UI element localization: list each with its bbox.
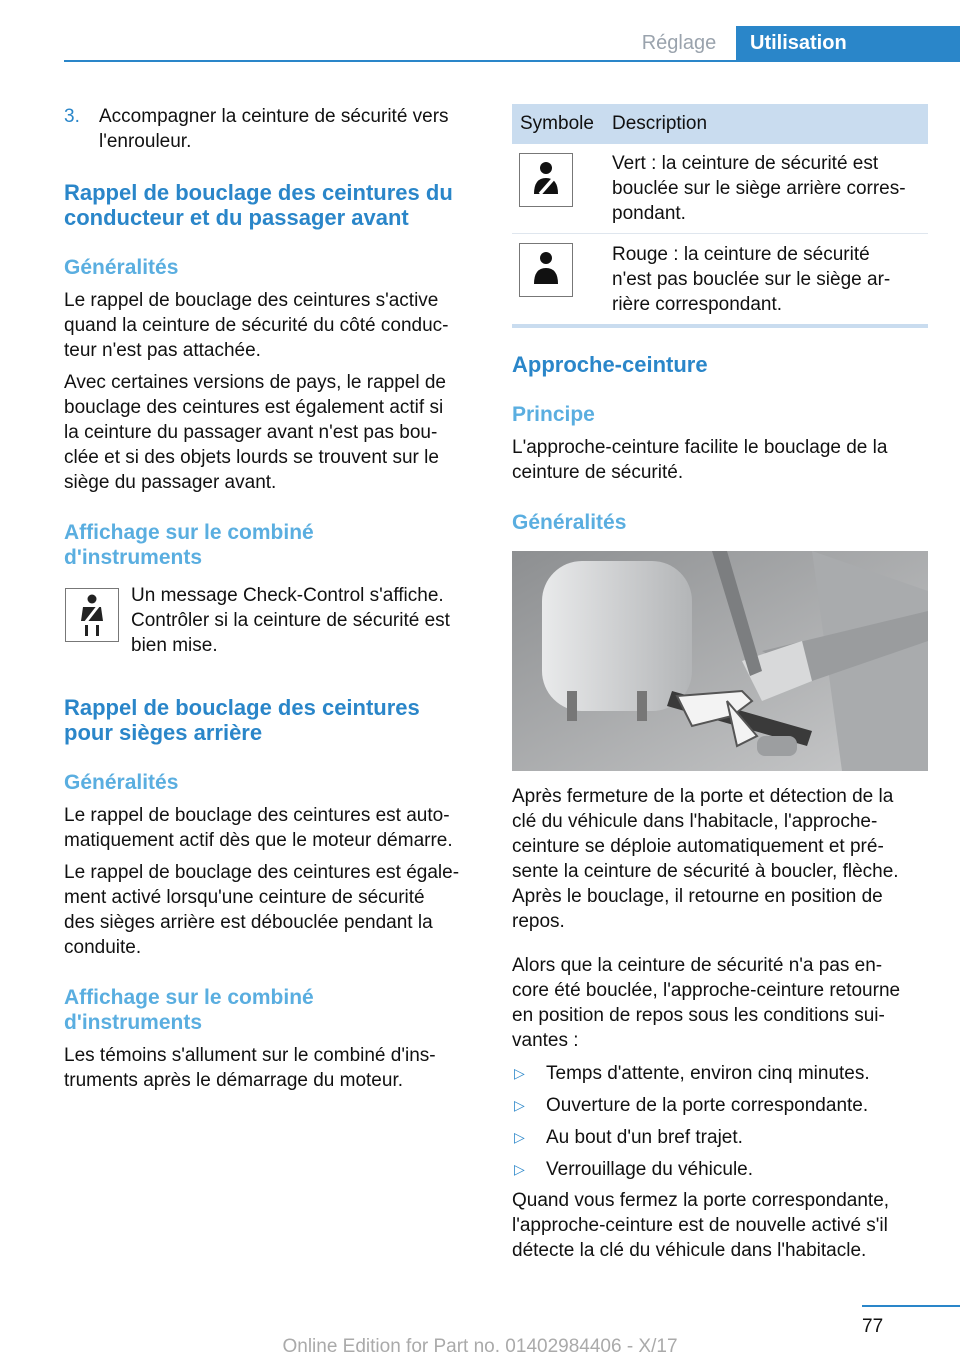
paragraph-principe [512,435,932,485]
heading-rappel-arriere-2: pour sièges arrière [64,720,263,745]
belt-presenter-photo [512,551,928,771]
paragraph-right-2 [512,953,932,1053]
header-rule [64,60,960,62]
text-line: L'approche-ceinture facilite le bouclage de la [512,437,888,458]
list-item [512,1093,932,1125]
text-line: ment activé lorsqu'une ceinture de sécurité [64,887,425,908]
text-line: l'approche-ceinture est de nouvelle activé s'il [512,1215,888,1236]
table-bottom-rule [512,324,928,328]
text-line: n'est pas bouclée sur le siège ar- [612,269,891,290]
text-line: truments après le démarrage du moteur. [64,1070,404,1091]
text-line: Avec certaines versions de pays, le rappel de [64,372,446,393]
heading-affichage-1: Affichage sur le combiné [64,521,314,544]
text-line: sente la ceinture de sécurité à boucler, flèche. [512,861,899,882]
list-item-text: Au bout d'un bref trajet. [546,1127,743,1148]
heading-approche-ceinture: Approche-ceinture [512,352,708,377]
text-line: clée et si des objets lourds se trouvent sur le [64,447,439,468]
table-row-2-description [612,242,928,317]
triangle-bullet-icon: ▷ [514,1129,525,1145]
text-line: Le rappel de bouclage des ceintures est égale- [64,862,460,883]
text-line: Un message Check-Control s'affiche. [131,585,444,606]
icon-description [131,583,481,658]
list-item [512,1125,932,1157]
column-header-description: Description [612,113,708,134]
text-line: Après le bouclage, il retourne en position de [512,886,883,907]
list-item [512,1061,932,1093]
text-line: rière correspondant. [612,294,783,315]
list-item [512,1157,932,1189]
triangle-bullet-icon: ▷ [514,1161,525,1177]
step-text-2: l'enrouleur. [99,131,192,152]
text-line: Les témoins s'allument sur le combiné d'ins- [64,1045,436,1066]
heading-rappel-arriere-1: Rappel de bouclage des ceintures [64,695,420,720]
text-line: quand la ceinture de sécurité du côté conduc- [64,315,449,336]
paragraph-5 [64,1043,484,1093]
text-line: clé du véhicule dans l'habitacle, l'approche- [512,811,878,832]
paragraph-4 [64,860,484,960]
footer-edition: Online Edition for Part no. 01402984406 - X/17 [282,1336,678,1357]
heading-generalites-2: Généralités [64,771,179,794]
text-line: bouclée sur le siège arrière corres- [612,178,906,199]
text-line: Vert : la ceinture de sécurité est [612,153,879,174]
paragraph-2 [64,370,484,495]
text-line: teur n'est pas attachée. [64,340,261,361]
column-header-symbole: Symbole [520,113,594,134]
heading-rappel-avant-2: conducteur et du passager avant [64,205,409,230]
text-line: Après fermeture de la porte et détection de la [512,786,894,807]
text-line: vantes : [512,1030,579,1051]
paragraph-1 [64,288,484,363]
table-row-1-description [612,151,928,226]
bullet-list [512,1061,932,1189]
seatbelt-fastened-icon [519,153,573,207]
triangle-bullet-icon: ▷ [514,1097,525,1113]
tab-reglage[interactable]: Réglage [641,32,717,54]
list-item-text: Temps d'attente, environ cinq minutes. [546,1063,870,1084]
page-number: 77 [862,1316,884,1337]
text-line: en position de repos sous les conditions sui- [512,1005,885,1026]
paragraph-3 [64,803,484,853]
text-line: conduite. [64,937,142,958]
heading-generalites-right: Généralités [512,511,627,534]
paragraph-right-3 [512,1188,932,1263]
heading-rappel-avant-1: Rappel de bouclage des ceintures du [64,180,453,205]
step-text-1: Accompagner la ceinture de sécurité vers [99,106,449,127]
table-header [512,104,928,144]
text-line: matiquement actif dès que le moteur démarre. [64,830,453,851]
text-line: Le rappel de bouclage des ceintures est auto- [64,805,450,826]
seat-occupied-icon [519,243,573,297]
text-line: des sièges arrière est débouclée pendant la [64,912,433,933]
heading-affichage-2: d'instruments [64,546,203,569]
text-line: bouclage des ceintures est également actif si [64,397,444,418]
list-item-text: Verrouillage du véhicule. [546,1159,754,1180]
heading-generalites: Généralités [64,256,179,279]
list-item-text: Ouverture de la porte correspondante. [546,1095,869,1116]
text-line: Alors que la ceinture de sécurité n'a pas en- [512,955,883,976]
triangle-bullet-icon: ▷ [514,1065,525,1081]
heading-principe: Principe [512,403,595,426]
text-line: core été bouclée, l'approche-ceinture retourne [512,980,901,1001]
text-line: ceinture de sécurité. [512,462,684,483]
text-line: Rouge : la ceinture de sécurité [612,244,870,265]
text-line: Quand vous fermez la porte correspondante, [512,1190,890,1211]
text-line: pondant. [612,203,686,224]
heading-affichage2-1: Affichage sur le combiné [64,986,314,1009]
seatbelt-warning-icon [65,588,119,642]
page-number-rule [862,1305,960,1307]
heading-affichage2-2: d'instruments [64,1011,203,1034]
text-line: bien mise. [131,635,218,656]
text-line: repos. [512,911,565,932]
text-line: détecte la clé du véhicule dans l'habitacle. [512,1240,867,1261]
text-line: Contrôler si la ceinture de sécurité est [131,610,450,631]
left-column [64,104,480,154]
paragraph-right-1 [512,784,932,934]
text-line: ceinture se déploie automatiquement et pré- [512,836,884,857]
table-row-divider [512,233,928,234]
step-3 [64,104,480,154]
text-line: Le rappel de bouclage des ceintures s'active [64,290,439,311]
text-line: siège du passager avant. [64,472,277,493]
tab-utilisation[interactable]: Utilisation [736,26,960,62]
step-number: 3. [64,106,80,127]
text-line: la ceinture du passager avant n'est pas bou- [64,422,438,443]
